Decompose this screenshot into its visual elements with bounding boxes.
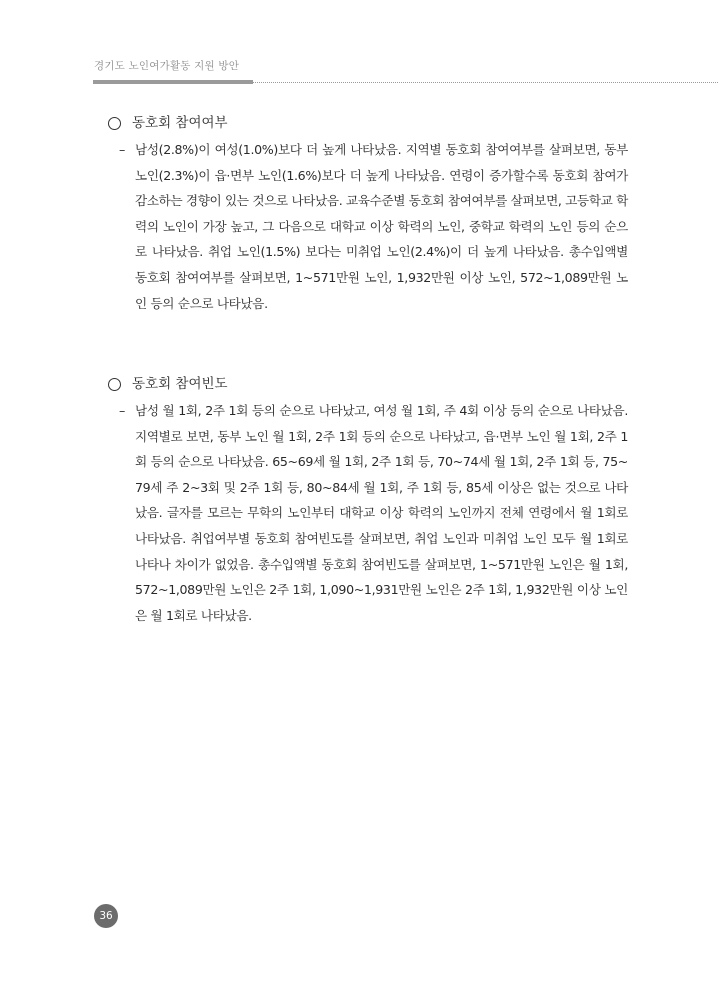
circle-bullet-icon (108, 378, 121, 391)
header-rule-solid (93, 80, 253, 84)
section-paragraph (108, 398, 628, 628)
section-heading-text: 동호회 참여빈도 (132, 376, 228, 392)
section-heading (108, 112, 628, 134)
page-number-badge: 36 (94, 904, 118, 928)
dash-bullet: – (119, 142, 125, 157)
dash-bullet: – (119, 403, 125, 418)
circle-bullet-icon (108, 117, 121, 130)
running-header: 경기도 노인여가활동 지원 방안 (94, 60, 240, 72)
paragraph-text: 남성 월 1회, 2주 1회 등의 순으로 나타났고, 여성 월 1회, 주 4회 이상 등의 순으로 나타났음. 지역별로 보면, 동부 노인 월 1회, 2주 1회 등의 순으로 나타났고, 읍·면부 노인 월 1회, 2주 1회 등의 순으로 나타났음. 65~69세 월 1회, 2주 1회 등, 70~74세 월 1회, 2주 1회 등, 75~79세 주 2~3회 및 2주 1회 등, 80~84세 월 1회, 주 1회 등, 85세 이상은 없는 것으로 나타났음. 글자를 모르는 무학의 노인부터 대학교 이상 학력의 노인까지 전체 연령에서 월 1회로 나타났음. 취업여부별 동호회 참여빈도를 살펴보면, 취업 노인과 미취업 노인 모두 월 1회로 나타나 차이가 없었음. 총수입액별 동호회 참여빈도를 살펴보면, 1~571만원 노인은 월 1회, 572~1,089만원 노인은 2주 1회, 1,090~1,931만원 노인은 2주 1회, 1,932만원 이상 노인은 월 1회로 나타났음. (135, 403, 628, 623)
paragraph-text: 남성(2.8%)이 여성(1.0%)보다 더 높게 나타났음. 지역별 동호회 참여여부를 살펴보면, 동부 노인(2.3%)이 읍·면부 노인(1.6%)보다 더 높게 나타났음. 연령이 증가할수록 동호회 참여가 감소하는 경향이 있는 것으로 나타났음. 교육수준별 동호회 참여여부를 살펴보면, 고등학교 학력의 노인이 가장 높고, 그 다음으로 대학교 이상 학력의 노인, 중학교 학력의 노인 등의 순으로 나타났음. 취업 노인(1.5%) 보다는 미취업 노인(2.4%)이 더 높게 나타났음. 총수입액별 동호회 참여여부를 살펴보면, 1~571만원 노인, 1,932만원 이상 노인, 572~1,089만원 노인 등의 순으로 나타났음. (135, 142, 628, 311)
section-club-participation (108, 112, 628, 316)
section-club-frequency (108, 373, 628, 628)
section-heading (108, 373, 628, 395)
section-heading-text: 동호회 참여여부 (132, 115, 228, 131)
section-paragraph (108, 137, 628, 316)
header-rule-dotted (253, 82, 718, 83)
